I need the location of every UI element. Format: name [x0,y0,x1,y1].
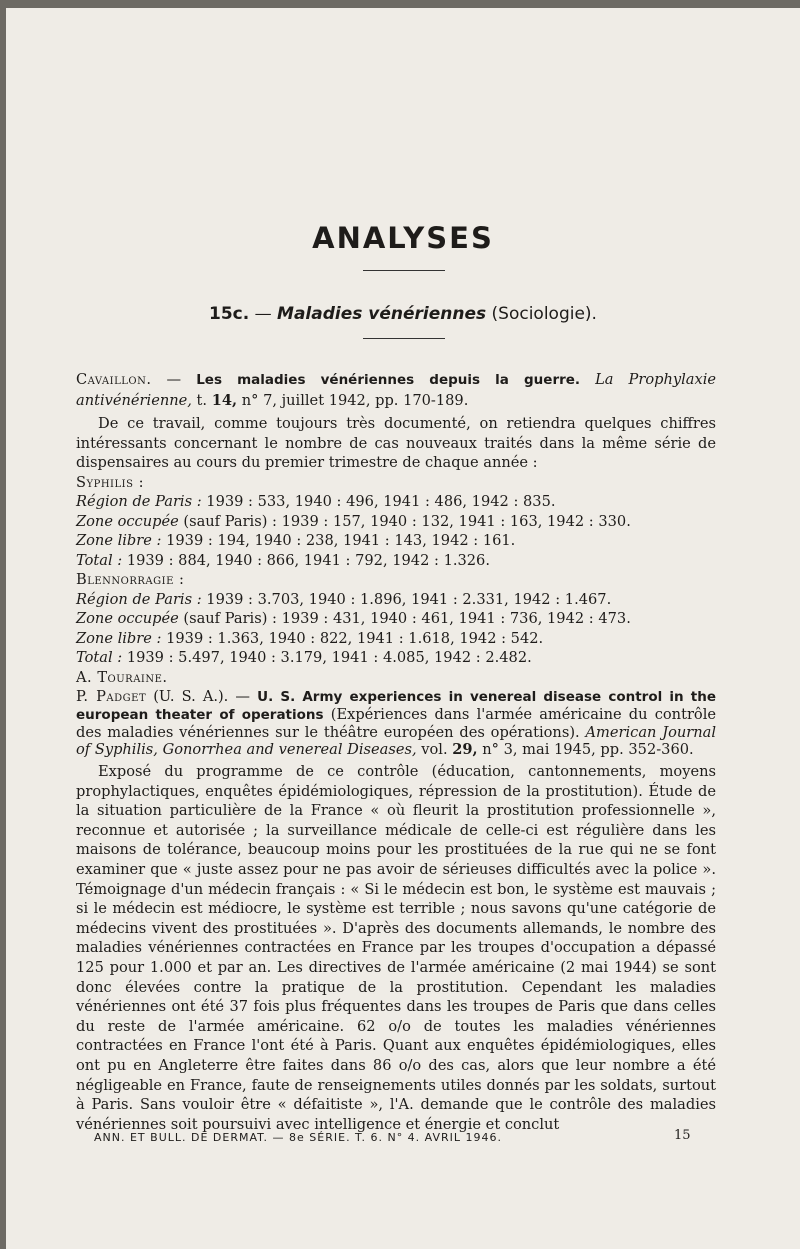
entry-intro: De ce travail, comme toujours très documenté, on retiendra quelques chiffres intéressants concernant le nombre de cas nouveaux traités dans la même série de dispensaires au cours du premier trimestre de chaque année : [76,415,716,471]
entry-citation [76,688,716,758]
stat-row [76,512,716,532]
entry-ref-post: n° 7, juillet 1942, pp. 170-189. [241,391,469,409]
stat-region: Zone libre : [76,532,162,549]
stat-values: 1939 : 194, 1940 : 238, 1941 : 143, 1942 : 161. [166,532,516,549]
stat-row [76,590,716,610]
stat-region: Région de Paris : [76,590,202,608]
stat-values: 1939 : 884, 1940 : 866, 1941 : 792, 1942 : 1.326. [126,551,490,569]
section-topic: Maladies vénériennes [277,304,487,324]
stat-row [76,551,716,571]
entry-journal: American Journal of Syphilis, Gonorrhea and venereal Diseases, [76,724,717,758]
stat-values: 1939 : 3.703, 1940 : 1.896, 1941 : 2.331, 1942 : 1.467. [206,590,612,608]
entry-title: U. S. Army experiences in venereal disease control in the european theater of operations [76,689,716,723]
entry-country: (U. S. A.). [153,688,229,705]
stat-row [76,492,716,512]
section-divider [363,338,445,339]
entry-ref-pre: t. [196,391,208,409]
stat-values: 1939 : 157, 1940 : 132, 1941 : 163, 1942 : 330. [281,512,631,530]
syphilis-label: Syphilis : [76,473,144,491]
entry-citation [76,370,716,410]
section-dash: — [254,304,272,324]
stat-row [76,609,716,629]
stat-row [76,531,716,551]
entry-signature: A. Touraine. [76,668,168,686]
stat-region: Zone libre : [76,629,162,647]
stat-note: (sauf Paris) : [183,512,277,530]
citation-dash: — [166,371,182,388]
entry-ref-post: n° 3, mai 1945, pp. 352-360. [482,741,694,758]
heading-divider [363,270,445,271]
section-subtopic: (Sociologie). [491,304,597,324]
stat-note: (sauf Paris) : [183,610,277,627]
stat-region: Zone occupée [76,610,179,627]
stat-region: Zone occupée [76,512,179,530]
analysis-entry-cavaillon [76,370,716,687]
stat-region: Total : [76,649,123,666]
document-page [6,8,800,1249]
stat-region: Région de Paris : [76,493,202,510]
entry-journal: La Prophylaxie antivénérienne, [76,371,717,409]
entry-author: Cavaillon. [76,371,152,388]
syphilis-list [76,492,716,570]
entry-volume: 29, [452,741,478,758]
stat-values: 1939 : 1.363, 1940 : 822, 1941 : 1.618, 1942 : 542. [166,629,544,647]
entry-volume: 14, [211,391,238,409]
stat-region: Total : [76,551,123,569]
section-number: 15c. [209,304,250,324]
page-footer: ANN. ET BULL. DE DERMAT. — 8e SÉRIE. T. 6. N° 4. AVRIL 1946. [94,1131,503,1144]
section-title [6,304,800,324]
stat-row [76,648,716,668]
entry-ref-pre: vol. [421,741,448,758]
stat-row [76,629,716,649]
entry-body: Exposé du programme de ce contrôle (éducation, cantonnements, moyens prophylactiques, enquêtes épidémiologiques, répression de la prostitution). Étude de la situation particulière de la France « où fleurit la prostitution professionnelle », reconnue et autorisée ; la surveillance médicale de celle-ci est régulière dans les maisons de tolérance, beaucoup moins pour les prostituées de la rue qui ne se font examiner que « juste assez pour ne pas avoir de sérieuses difficultés avec la police ». Témoignage d'un médecin français : « Si le médecin est bon, le système est mauvais ; si le médecin est médiocre, le système est terrible ; nous savons qu'une catégorie de médecins vivent des prostituées ». D'après des documents allemands, le nombre des maladies vénériennes contractées en France par les troupes d'occupation a dépassé 125 pour 1.000 et par an. Les directives de l'armée américaine (2 mai 1944) se sont donc élevées contre la pratique de la prostitution. Cependant les maladies vénériennes ont été 37 fois plus fréquentes dans les troupes de Paris que dans celles du reste de l'armée américaine. 62 o/o de toutes les maladies vénériennes contractées en France l'ont été à Paris. Quant aux enquêtes épidémiologiques, elles ont pu en Angleterre être faites dans 86 o/o des cas, alors que leur nombre a été négligeable en France, faute de renseignements utiles donnés par les soldats, surtout à Paris. Sans vouloir être « défaitiste », l'A. demande que le contrôle des maladies vénériennes soit poursuivi avec intelligence et énergie et conclut [76,763,716,1133]
page-heading: ANALYSES [312,221,494,255]
entry-author: P. Padget [76,688,147,705]
stat-values: 1939 : 533, 1940 : 496, 1941 : 486, 1942 : 835. [206,493,556,510]
stat-values: 1939 : 5.497, 1940 : 3.179, 1941 : 4.085, 1942 : 2.482. [126,649,532,666]
citation-dash: — [235,688,251,705]
analysis-entry-padget [76,688,716,1134]
blennorragie-label: Blennorragie : [76,571,185,588]
entry-title: Les maladies vénériennes depuis la guerre. [196,372,581,388]
entry-translation: (Expériences dans l'armée américaine du contrôle des maladies vénériennes sur le théâtre européen des opérations). [76,706,717,741]
stat-values: 1939 : 431, 1940 : 461, 1941 : 736, 1942 : 473. [281,610,631,627]
blennorragie-list [76,590,716,668]
page-number: 15 [674,1128,691,1143]
